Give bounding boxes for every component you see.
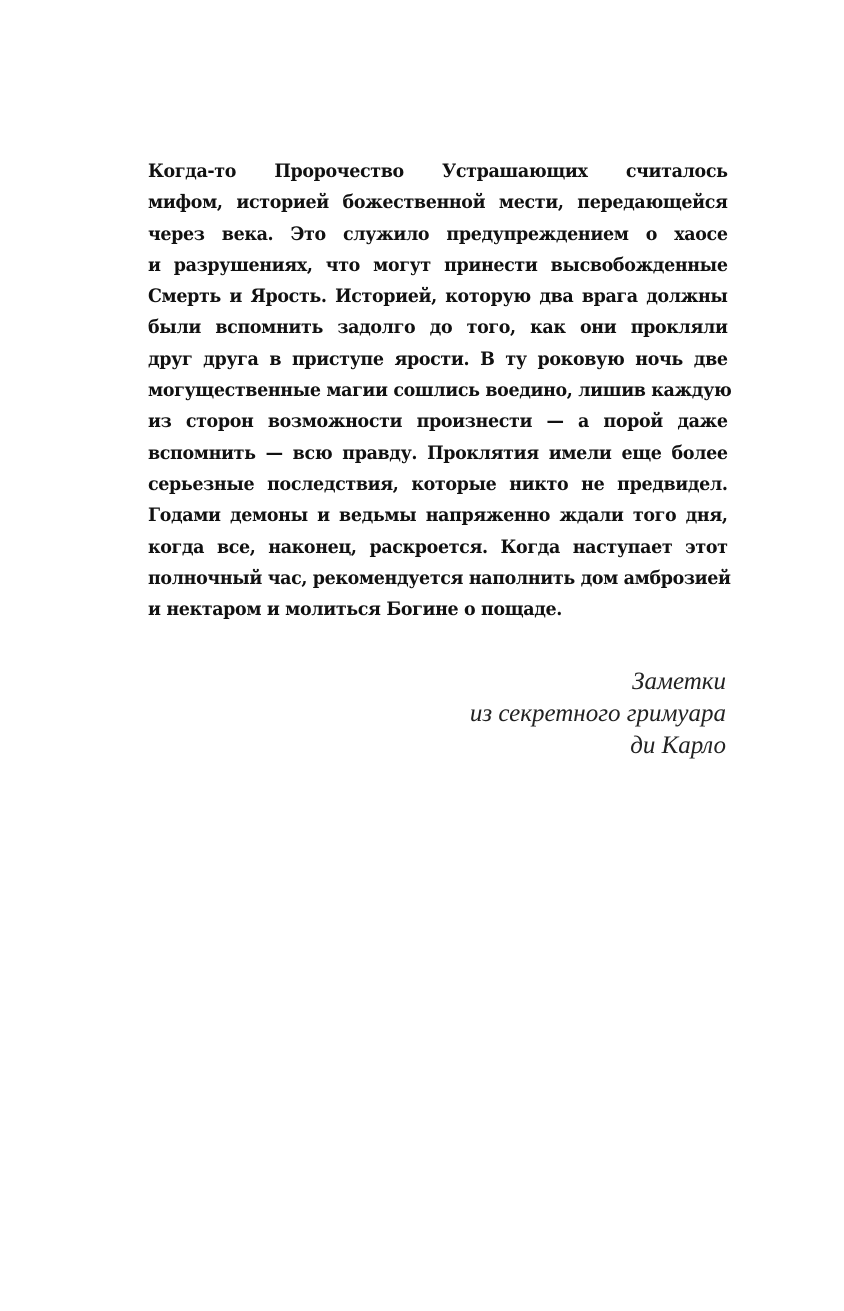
epigraph-paragraph <box>148 156 732 625</box>
attribution-line: из секретного гримуара <box>469 700 726 727</box>
epigraph-line: и разрушениях, что могут принести высвобожденные <box>148 253 728 276</box>
epigraph-attribution <box>306 666 726 762</box>
attribution-line: ди Карло <box>630 732 726 759</box>
epigraph-line: когда все, наконец, раскроется. Когда наступает этот <box>148 535 728 558</box>
epigraph-line: через века. Это служило предупреждением о хаосе <box>148 222 728 245</box>
epigraph-line: были вспомнить задолго до того, как они прокляли <box>148 316 728 339</box>
epigraph-line: серьезные последствия, которые никто не предвидел. <box>148 472 728 495</box>
epigraph-line: Когда-то Пророчество Устрашающих считалось <box>148 160 728 182</box>
epigraph-line: из сторон возможности произнести — а порой даже <box>148 410 728 433</box>
epigraph-line: вспомнить — всю правду. Проклятия имели еще более <box>148 441 728 464</box>
epigraph-line: Смерть и Ярость. Историей, которую два врага должны <box>148 285 728 308</box>
epigraph-line: друг друга в приступе ярости. В ту роковую ночь две <box>148 347 728 370</box>
epigraph-line: полночный час, рекомендуется наполнить дом амброзией <box>148 566 731 589</box>
epigraph-line: Годами демоны и ведьмы напряженно ждали того дня, <box>148 504 728 527</box>
attribution-line: Заметки <box>632 668 726 695</box>
epigraph-line: могущественные магии сошлись воедино, лишив каждую <box>148 379 732 402</box>
epigraph-line: и нектаром и молиться Богине о пощаде. <box>148 598 563 621</box>
epigraph-line: мифом, историей божественной мести, передающейся <box>148 191 728 214</box>
